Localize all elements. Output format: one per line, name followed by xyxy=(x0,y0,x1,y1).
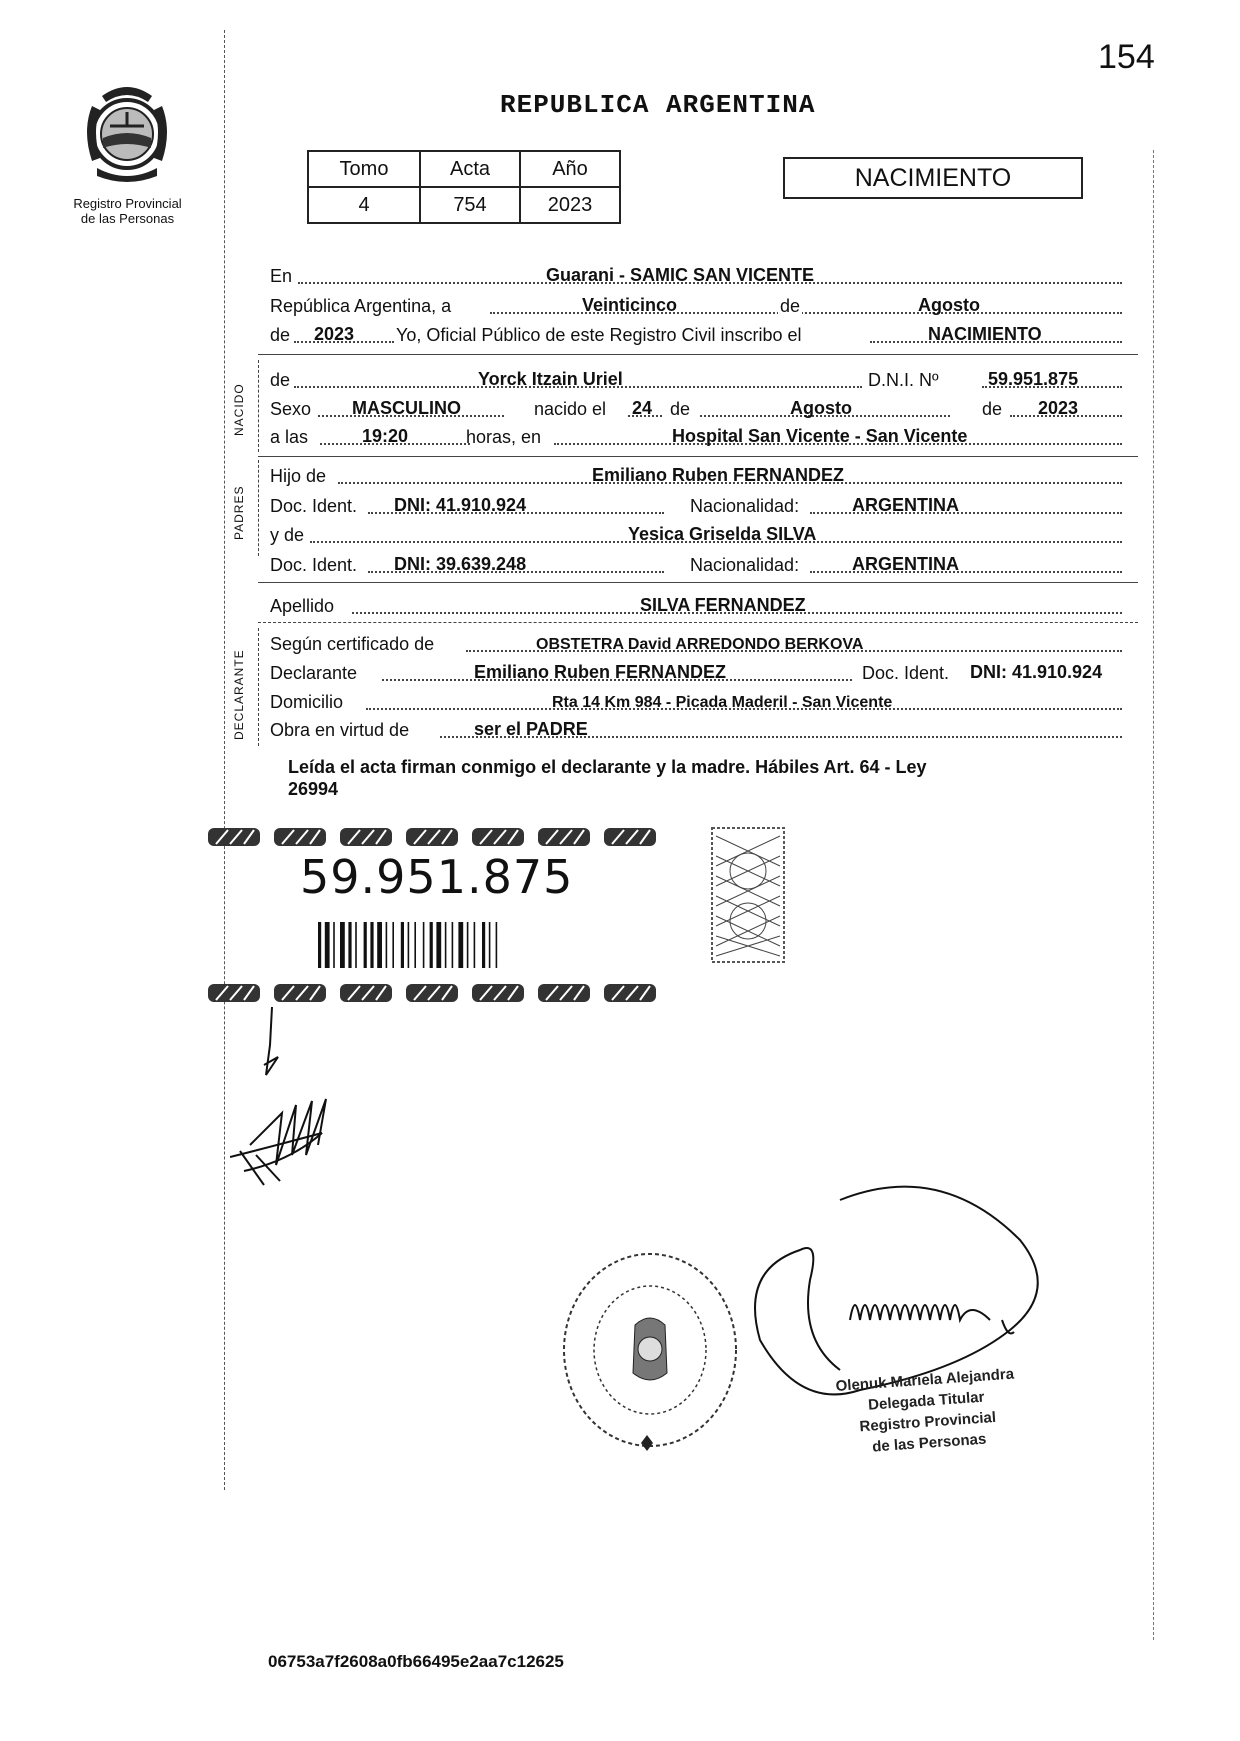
birth-month-value: Agosto xyxy=(790,398,852,418)
child-name-value: Yorck Itzain Uriel xyxy=(478,369,623,389)
section-divider xyxy=(258,354,1138,355)
barcode-bar xyxy=(348,922,351,968)
official-name: Olenuk Mariela Alejandra xyxy=(835,1365,1015,1395)
official-round-stamp xyxy=(555,1245,745,1455)
legal-text-line2: 26994 xyxy=(288,779,339,799)
row-hora xyxy=(270,421,1132,449)
y-de-label: y de xyxy=(270,525,305,545)
nacido-el-label: nacido el xyxy=(534,399,607,419)
barcode-bar xyxy=(436,922,441,968)
barcode-bar xyxy=(408,922,410,968)
barcode-bar xyxy=(423,922,425,968)
hijo-de-label: Hijo de xyxy=(270,466,327,486)
barcode-bar xyxy=(496,922,498,968)
domicilio-label: Domicilio xyxy=(270,692,344,712)
row-year xyxy=(270,319,1132,347)
father-nationality-value: ARGENTINA xyxy=(852,495,959,515)
record-type-box: NACIMIENTO xyxy=(783,157,1083,199)
barcode-bar xyxy=(401,922,404,968)
logo-caption-line1: Registro Provincial xyxy=(73,196,182,211)
barcode-bar xyxy=(333,922,335,968)
place-registered-value: Guarani - SAMIC SAN VICENTE xyxy=(546,265,815,285)
official-role: Delegada Titular xyxy=(867,1388,985,1414)
section-bar xyxy=(258,360,259,452)
row-father-doc xyxy=(270,490,1132,518)
row-en xyxy=(270,260,1132,288)
doc-ident-label: Doc. Ident. xyxy=(862,663,950,683)
section-label-declarante: DECLARANTE xyxy=(232,649,246,740)
birth-place-value: Hospital San Vicente - San Vicente xyxy=(672,426,968,446)
document-hash: 06753a7f2608a0fb66495e2aa7c12625 xyxy=(268,1652,564,1671)
de-label: de xyxy=(982,399,1003,419)
sexo-label: Sexo xyxy=(270,399,312,419)
obra-label: Obra en virtud de xyxy=(270,720,410,740)
row-hijo-de xyxy=(270,460,1132,488)
de-label: de xyxy=(270,325,291,345)
row-obra xyxy=(270,714,1132,742)
birth-year-value: 2023 xyxy=(1038,398,1079,418)
barcode-bar xyxy=(430,922,433,968)
inscribe-label: Yo, Oficial Público de este Registro Civil inscribo el xyxy=(396,325,802,345)
mother-nationality-value: ARGENTINA xyxy=(852,554,959,574)
mother-name-value: Yesica Griselda SILVA xyxy=(628,524,817,544)
barcode-bar xyxy=(355,922,357,968)
doc-ident-label: Doc. Ident. xyxy=(270,555,358,575)
row-republica xyxy=(270,290,1132,318)
father-doc-value: DNI: 41.910.924 xyxy=(394,495,527,515)
official-office-line1: Registro Provincial xyxy=(859,1408,997,1436)
page-number: 154 xyxy=(1098,38,1155,76)
barcode-bar xyxy=(489,922,491,968)
section-label-padres: PADRES xyxy=(232,485,246,540)
logo-caption xyxy=(55,196,200,226)
declarante-label: Declarante xyxy=(270,663,358,683)
row-domicilio xyxy=(270,686,1132,714)
a-las-label: a las xyxy=(270,427,309,447)
row-nacido-name xyxy=(270,364,1132,392)
right-margin-line xyxy=(1153,150,1154,1640)
legal-text xyxy=(288,756,1118,800)
barcode-number: 59.951.875 xyxy=(300,850,574,904)
nacionalidad-label: Nacionalidad: xyxy=(690,555,800,575)
section-bar xyxy=(258,628,259,746)
logo-caption-line2: de las Personas xyxy=(80,211,175,226)
en-label: En xyxy=(270,266,293,286)
barcode-bar xyxy=(452,922,454,968)
security-hologram xyxy=(710,826,786,964)
ref-header-acta: Acta xyxy=(420,151,520,187)
declarant-doc-value: DNI: 41.910.924 xyxy=(970,662,1103,682)
barcode-bar xyxy=(392,922,394,968)
left-margin-line xyxy=(224,30,225,1490)
certificado-label: Según certificado de xyxy=(270,634,435,654)
official-signature-block xyxy=(835,1364,1019,1460)
ref-value-tomo: 4 xyxy=(308,187,420,223)
de-label: de xyxy=(670,399,691,419)
sexo-value: MASCULINO xyxy=(352,398,461,418)
legal-text-line1: Leída el acta firman conmigo el declarante y la madre. Hábiles Art. 64 - Ley xyxy=(288,757,927,777)
section-divider xyxy=(258,622,1138,623)
section-label-nacido: NACIDO xyxy=(232,383,246,436)
barcode-bar xyxy=(370,922,373,968)
registration-year-value: 2023 xyxy=(314,324,355,344)
apellido-label: Apellido xyxy=(270,596,335,616)
inscribe-value: NACIMIENTO xyxy=(928,324,1042,344)
row-declarante xyxy=(270,657,1132,685)
document-title: REPUBLICA ARGENTINA xyxy=(500,90,816,120)
de-label: de xyxy=(270,370,291,390)
barcode-bar xyxy=(445,922,447,968)
nacionalidad-label: Nacionalidad: xyxy=(690,496,800,516)
province-seal-logo xyxy=(72,76,182,188)
father-name-value: Emiliano Ruben FERNANDEZ xyxy=(592,465,845,485)
republica-label: República Argentina, a xyxy=(270,296,452,316)
mother-doc-value: DNI: 39.639.248 xyxy=(394,554,527,574)
barcode-bar xyxy=(458,922,463,968)
row-mother-doc xyxy=(270,549,1132,577)
row-apellido xyxy=(270,590,1132,618)
doc-ident-label: Doc. Ident. xyxy=(270,496,358,516)
ref-header-anio: Año xyxy=(520,151,620,187)
child-dni-value: 59.951.875 xyxy=(988,369,1079,389)
barcode-bar xyxy=(386,922,388,968)
row-y-de xyxy=(270,519,1132,547)
declarant-name-value: Emiliano Ruben FERNANDEZ xyxy=(474,662,727,682)
barcode-bar xyxy=(474,922,476,968)
address-value: Rta 14 Km 984 - Picada Maderil - San Vicente xyxy=(552,694,893,711)
section-divider xyxy=(258,582,1138,583)
barcode-bar xyxy=(377,922,382,968)
de-label: de xyxy=(780,296,801,316)
acting-as-value: ser el PADRE xyxy=(474,719,588,739)
row-certificado xyxy=(270,628,1132,656)
barcode-bar xyxy=(318,922,321,968)
surname-value: SILVA FERNANDEZ xyxy=(640,595,806,615)
barcode-bar xyxy=(414,922,416,968)
ref-value-anio: 2023 xyxy=(520,187,620,223)
dni-label: D.N.I. Nº xyxy=(868,370,939,390)
barcode-bar xyxy=(340,922,345,968)
birth-day-value: 24 xyxy=(632,398,653,418)
barcode-bar xyxy=(467,922,469,968)
section-divider xyxy=(258,456,1138,457)
reference-table xyxy=(307,150,621,224)
horas-en-label: horas, en xyxy=(466,427,542,447)
row-sexo xyxy=(270,393,1132,421)
declarant-signature xyxy=(230,1005,360,1195)
registration-month-value: Agosto xyxy=(918,295,980,315)
certificate-issuer-value: OBSTETRA David ARREDONDO BERKOVA xyxy=(536,636,864,653)
birth-time-value: 19:20 xyxy=(362,426,409,446)
barcode-bar xyxy=(482,922,485,968)
registration-day-value: Veinticinco xyxy=(582,295,678,315)
ref-header-tomo: Tomo xyxy=(308,151,420,187)
barcode-bar xyxy=(364,922,367,968)
barcode-bar xyxy=(325,922,330,968)
official-office-line2: de las Personas xyxy=(871,1430,987,1456)
ref-value-acta: 754 xyxy=(420,187,520,223)
section-bar xyxy=(258,460,259,556)
